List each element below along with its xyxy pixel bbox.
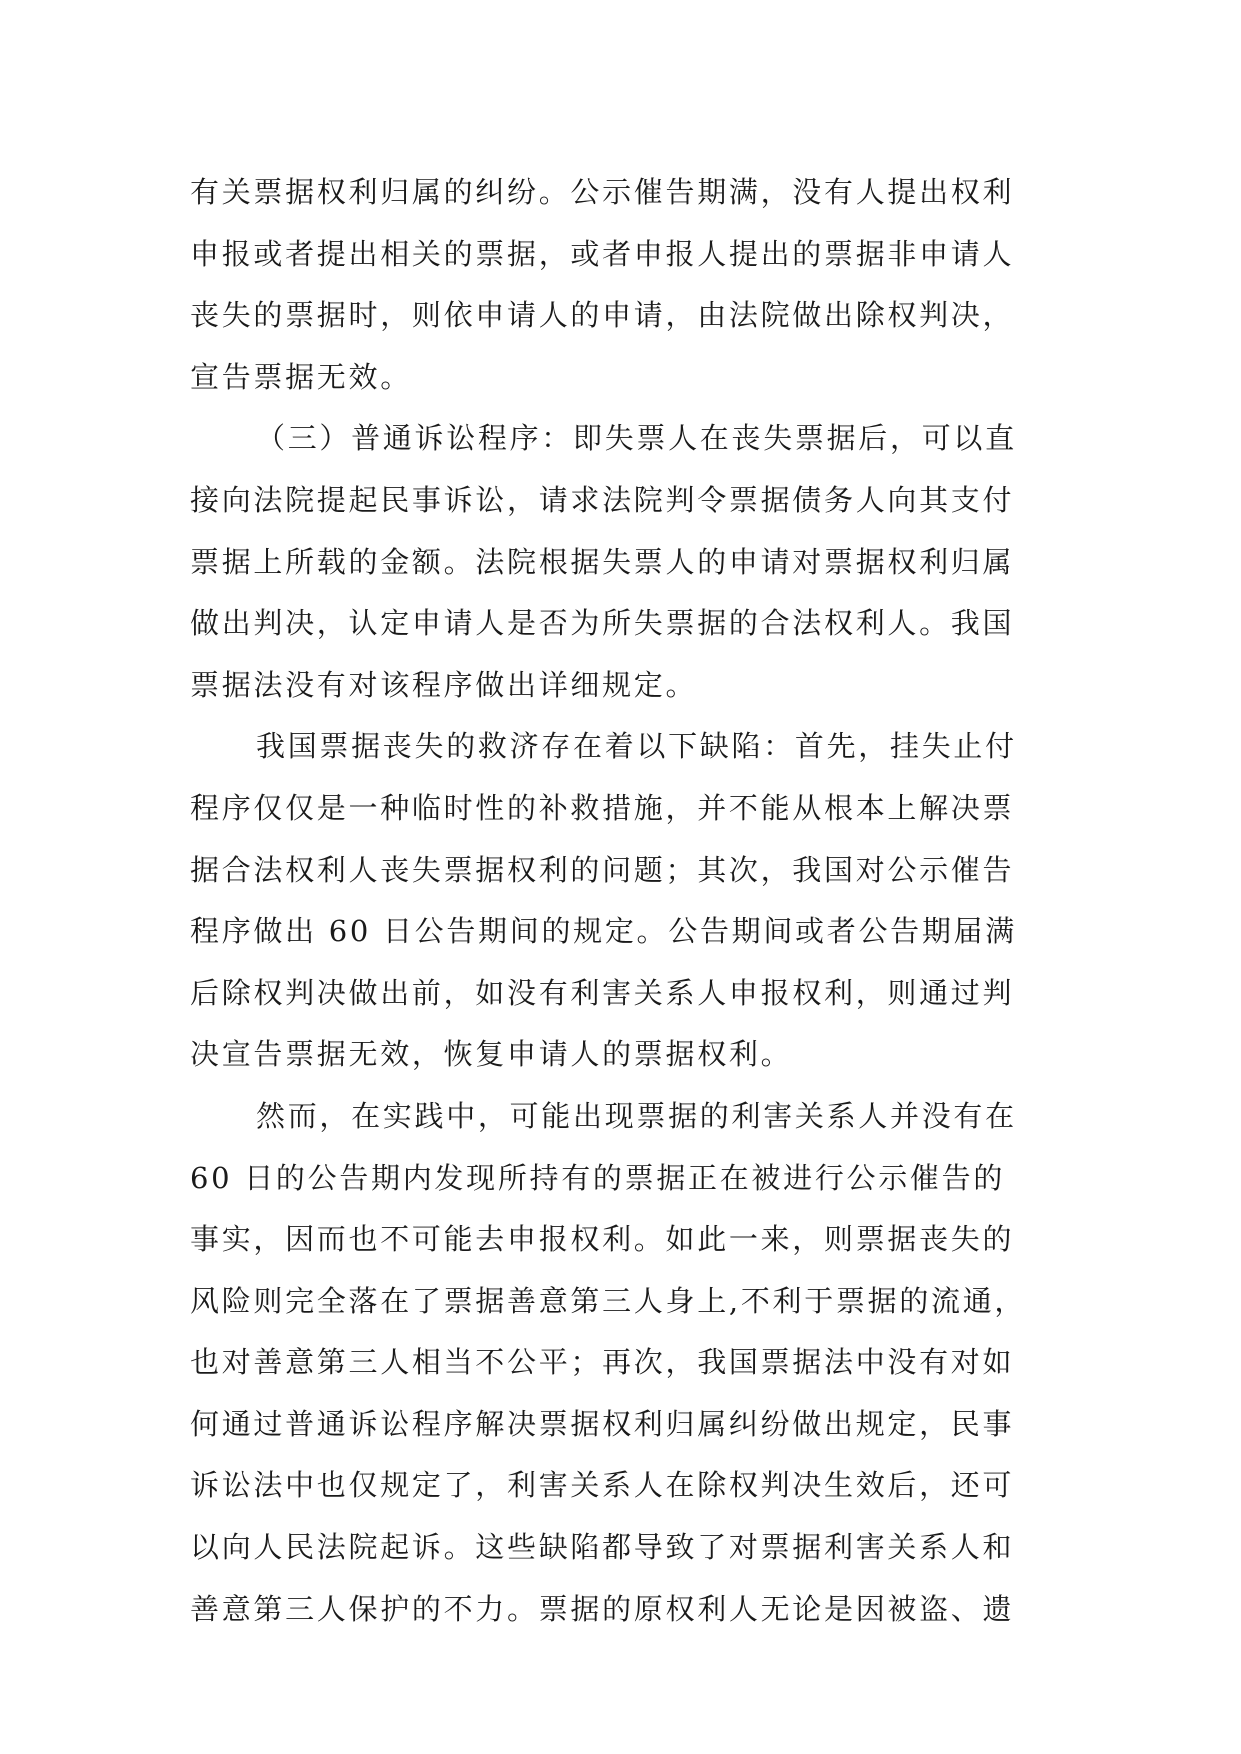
text-line: 做出判决，认定申请人是否为所失票据的合法权利人。我国 — [190, 606, 1015, 641]
text-line: 60 日的公告期内发现所持有的票据正在被进行公示催告的 — [190, 1160, 1006, 1195]
text-line: 我国票据丧失的救济存在着以下缺陷：首先，挂失止付 — [256, 729, 1017, 764]
paragraph-2 — [190, 408, 1065, 716]
text-line: 接向法院提起民事诉讼，请求法院判令票据债务人向其支付 — [190, 482, 1015, 517]
text-line: 程序仅仅是一种临时性的补救措施，并不能从根本上解决票 — [190, 790, 1015, 825]
text-line: 善意第三人保护的不力。票据的原权利人无论是因被盗、遗 — [190, 1591, 1015, 1626]
text-line: 票据上所载的金额。法院根据失票人的申请对票据权利归属 — [190, 544, 1015, 579]
text-line: 票据法没有对该程序做出详细规定。 — [190, 667, 698, 702]
text-line: 也对善意第三人相当不公平；再次，我国票据法中没有对如 — [190, 1345, 1015, 1380]
text-line: 何通过普通诉讼程序解决票据权利归属纠纷做出规定，民事 — [190, 1406, 1015, 1441]
text-line: 据合法权利人丧失票据权利的问题；其次，我国对公示催告 — [190, 852, 1015, 887]
text-line: 事实，因而也不可能去申报权利。如此一来，则票据丧失的 — [190, 1222, 1015, 1257]
paragraph-1 — [190, 162, 1065, 408]
text-line: 程序做出 60 日公告期间的规定。公告期间或者公告期届满 — [190, 914, 1017, 949]
text-line: 后除权判决做出前，如没有利害关系人申报权利，则通过判 — [190, 975, 1015, 1010]
text-line: 申报或者提出相关的票据，或者申报人提出的票据非申请人 — [190, 236, 1015, 271]
text-line: 有关票据权利归属的纠纷。公示催告期满，没有人提出权利 — [190, 175, 1015, 209]
text-line: 风险则完全落在了票据善意第三人身上,不利于票据的流通， — [190, 1283, 1027, 1318]
text-line: （三）普通诉讼程序：即失票人在丧失票据后，可以直 — [256, 421, 1017, 456]
text-line: 决宣告票据无效，恢复申请人的票据权利。 — [190, 1037, 793, 1072]
text-line: 以向人民法院起诉。这些缺陷都导致了对票据利害关系人和 — [190, 1530, 1015, 1565]
text-line: 诉讼法中也仅规定了，利害关系人在除权判决生效后，还可 — [190, 1468, 1015, 1503]
paragraph-4 — [190, 1086, 1065, 1640]
text-line: 丧失的票据时，则依申请人的申请，由法院做出除权判决， — [190, 298, 1015, 333]
text-line: 宣告票据无效。 — [190, 359, 412, 394]
paragraph-3 — [190, 716, 1065, 1086]
text-line: 然而，在实践中，可能出现票据的利害关系人并没有在 — [256, 1098, 1017, 1133]
document-page — [190, 162, 1065, 1640]
